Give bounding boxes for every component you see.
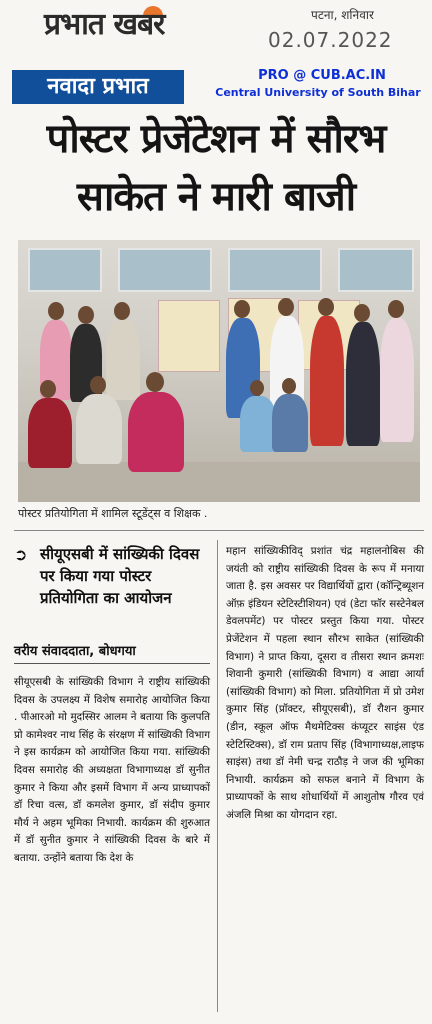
window-graphic [228,248,322,292]
person-head [282,378,296,394]
event-photo [18,240,420,502]
person-head [318,298,334,316]
person-head [354,304,370,322]
column-divider [217,540,218,1012]
headline: पोस्टर प्रेजेंटेशन में सौरभ साकेत ने मारी बाजी [46,116,386,220]
sub-headline: सीयूएसबी में सांख्यिकी दिवस पर किया गया पोस्टर प्रतियोगिता का आयोजन [40,545,200,607]
person-head [234,300,250,318]
arrow-icon: ➲ [14,545,28,564]
person-head [278,298,294,316]
horizontal-divider [14,530,424,531]
person [106,320,140,400]
person-head [48,302,64,320]
person-head [388,300,404,318]
issue-date: 02.07.2022 [268,28,393,52]
pro-email: PRO @ CUB.AC.IN [258,68,386,83]
person [128,392,184,472]
window-graphic [28,248,102,292]
person-head [40,380,56,398]
window-graphic [338,248,414,292]
window-graphic [118,248,212,292]
person-head [146,372,164,392]
person-head [250,380,264,396]
article-body-right: महान सांख्यिकीविद् प्रशांत चंद्र महालनोबिस की जयंती को राष्ट्रीय सांख्यिकी दिवस के रूप में मनाया जाता है. इस अवसर पर विद्यार्थियों द्वारा (कॉन्ट्रिब्यूशन ऑफ़ इंडियन स्टेटिस्टीशियन) एवं (डेटा फॉर सस्टेनेबल डेवलपमेंट) पर पोस्टर प्रस्तुत किया गया. पोस्टर प्रेजेंटेशन में पहला स्थान सौरभ साकेत (सांख्यिकी विभाग) ने प्राप्त किया, दूसरा व तीसरा स्थान क्रमशः शिवानी कुमारी (सांख्यिकी विभाग) व आद्या आर्या (सांख्यिकी विभाग) को मिला. प्रतियोगिता में प्रो उमेश कुमार सिंह (प्रॉक्टर, सीयूएसबी), डॉ रौशन कुमार (डीन, स्कूल ऑफ मैथमेटिक्स कंप्यूटर साइंस एंड स्टेटिस्टिक्स), डॉ राम प्रताप सिंह (विभागाध्यक्ष,लाइफ साइंस) तथा डॉ नेमी चन्द्र राठौड़ ने जज की भूमिका निभायी. कार्यक्रम को सफल बनाने में विभाग के प्राध्यापकों के साथ शोधार्थियों में आशुतोष गौरव एवं अंजलि मिश्रा का योगदान रहा. [226,545,424,821]
masthead [0,0,432,62]
person [76,394,122,464]
photo-caption: पोस्टर प्रतियोगिता में शामिल स्टूडेंट्स व शिक्षक . [18,507,208,520]
newspaper-logo: प्रभात खबर [44,7,165,42]
person-head [90,376,106,394]
person [240,396,276,452]
city-day: पटना, शनिवार [311,8,374,22]
person [346,322,380,446]
byline: वरीय संवाददाता, बोधगया [14,641,210,664]
person-head [78,306,94,324]
floor [18,462,420,502]
section-tag: नवादा प्रभात [12,70,184,104]
person [28,398,72,468]
article-body-left: सीयूएसबी के सांख्यिकी विभाग ने राष्ट्रीय सांख्यिकी दिवस के उपलक्ष्य में विशेष समारोह आयोजित किया . पीआरओ मो मुदस्सिर आलम ने बताया कि कुलपति प्रो कामेश्वर नाथ सिंह के संरक्षण में सांख्यिकी विभाग ने इस कार्यक्रम को आयोजित किया गया. सांख्यिकी दिवस समारोह की अध्यक्षता विभागाध्यक्ष डॉ सुनीत कुमार ने किया और इसमें विभाग में अन्य प्राध्यापकों डॉ रिचा वत्स, डॉ कमलेश कुमार, डॉ संदीप कुमार मौर्य ने अहम भूमिका निभायी. कार्यक्रम की शुरुआत में डॉ सुनीत कुमार ने सांख्यिकी दिवस के बारे में बताया. उन्होंने बताया कि देश के [14,676,210,864]
person-head [114,302,130,320]
person [380,318,414,442]
pro-university: Central University of South Bihar [215,86,421,99]
person [310,316,344,446]
poster-graphic [158,300,220,372]
person [272,394,308,452]
